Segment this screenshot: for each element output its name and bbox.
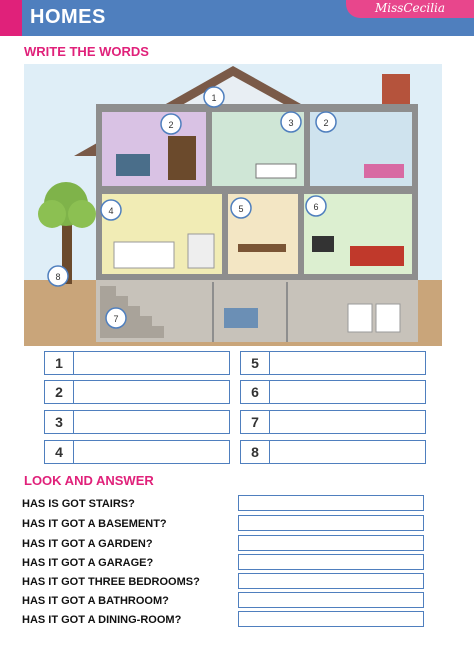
answer-number: 6 <box>241 381 270 403</box>
answer-input[interactable] <box>270 352 425 374</box>
svg-text:2: 2 <box>168 120 174 130</box>
svg-text:6: 6 <box>313 202 319 212</box>
marker-7 <box>106 308 126 328</box>
basement-divider <box>212 282 214 342</box>
question-answer-box[interactable] <box>238 515 424 531</box>
svg-text:4: 4 <box>108 206 114 216</box>
tree-foliage <box>68 200 96 228</box>
question-text: HAS IS GOT STAIRS? <box>22 498 135 510</box>
answer-box[interactable] <box>44 440 230 464</box>
section-title-write: WRITE THE WORDS <box>24 44 149 59</box>
svg-text:3: 3 <box>288 118 294 128</box>
svg-text:1: 1 <box>211 93 217 103</box>
answer-number: 7 <box>241 411 270 433</box>
answer-box[interactable] <box>44 380 230 404</box>
question-text: HAS IT GOT THREE BEDROOMS? <box>22 576 200 588</box>
svg-text:2: 2 <box>323 118 329 128</box>
question-text: HAS IT GOT A GARAGE? <box>22 557 154 569</box>
question-text: HAS IT GOT A BATHROOM? <box>22 595 169 607</box>
svg-text:7: 7 <box>113 314 119 324</box>
answer-input[interactable] <box>270 381 425 403</box>
washing-machine <box>348 304 372 332</box>
marker-4 <box>101 200 121 220</box>
marker-6 <box>306 196 326 216</box>
house-illustration <box>24 64 442 346</box>
answer-number: 1 <box>45 352 74 374</box>
question-text: HAS IT GOT A BASEMENT? <box>22 518 167 530</box>
tv <box>312 236 334 252</box>
question-answer-box[interactable] <box>238 592 424 608</box>
answer-box[interactable] <box>240 380 426 404</box>
fridge <box>188 234 214 268</box>
marker-2b <box>316 112 336 132</box>
question-text: HAS IT GOT A DINING-ROOM? <box>22 614 182 626</box>
answer-input[interactable] <box>270 411 425 433</box>
question-answer-box[interactable] <box>238 535 424 551</box>
page-title: HOMES <box>30 6 106 28</box>
answer-number: 8 <box>241 441 270 463</box>
marker-2 <box>161 114 181 134</box>
svg-text:8: 8 <box>55 272 61 282</box>
question-answer-box[interactable] <box>238 554 424 570</box>
bathtub <box>256 164 296 178</box>
answer-input[interactable] <box>74 352 229 374</box>
answer-number: 3 <box>45 411 74 433</box>
kitchen-counter <box>114 242 174 268</box>
basement-divider <box>286 282 288 342</box>
desk <box>224 308 258 328</box>
answer-number: 2 <box>45 381 74 403</box>
question-answer-box[interactable] <box>238 611 424 627</box>
question-text: HAS IT GOT A GARDEN? <box>22 538 153 550</box>
answer-box[interactable] <box>240 410 426 434</box>
marker-3 <box>281 112 301 132</box>
marker-8 <box>48 266 68 286</box>
question-answer-box[interactable] <box>238 495 424 511</box>
answer-box[interactable] <box>44 410 230 434</box>
answer-input[interactable] <box>270 441 425 463</box>
answer-number: 5 <box>241 352 270 374</box>
answer-input[interactable] <box>74 411 229 433</box>
dining-table <box>238 244 286 252</box>
answer-box[interactable] <box>44 351 230 375</box>
dryer <box>376 304 400 332</box>
header-accent <box>0 0 22 36</box>
answer-box[interactable] <box>240 351 426 375</box>
answer-input[interactable] <box>74 381 229 403</box>
marker-1 <box>204 87 224 107</box>
sofa <box>350 246 404 266</box>
answer-box[interactable] <box>240 440 426 464</box>
section-title-look: LOOK AND ANSWER <box>24 473 154 488</box>
brand-label: MissCecilia <box>346 0 474 18</box>
answer-number: 4 <box>45 441 74 463</box>
answer-input[interactable] <box>74 441 229 463</box>
wardrobe <box>168 136 196 180</box>
bunk-bed <box>116 154 150 176</box>
bed <box>364 164 404 178</box>
svg-text:5: 5 <box>238 204 244 214</box>
question-answer-box[interactable] <box>238 573 424 589</box>
tree-foliage <box>38 200 66 228</box>
marker-5 <box>231 198 251 218</box>
